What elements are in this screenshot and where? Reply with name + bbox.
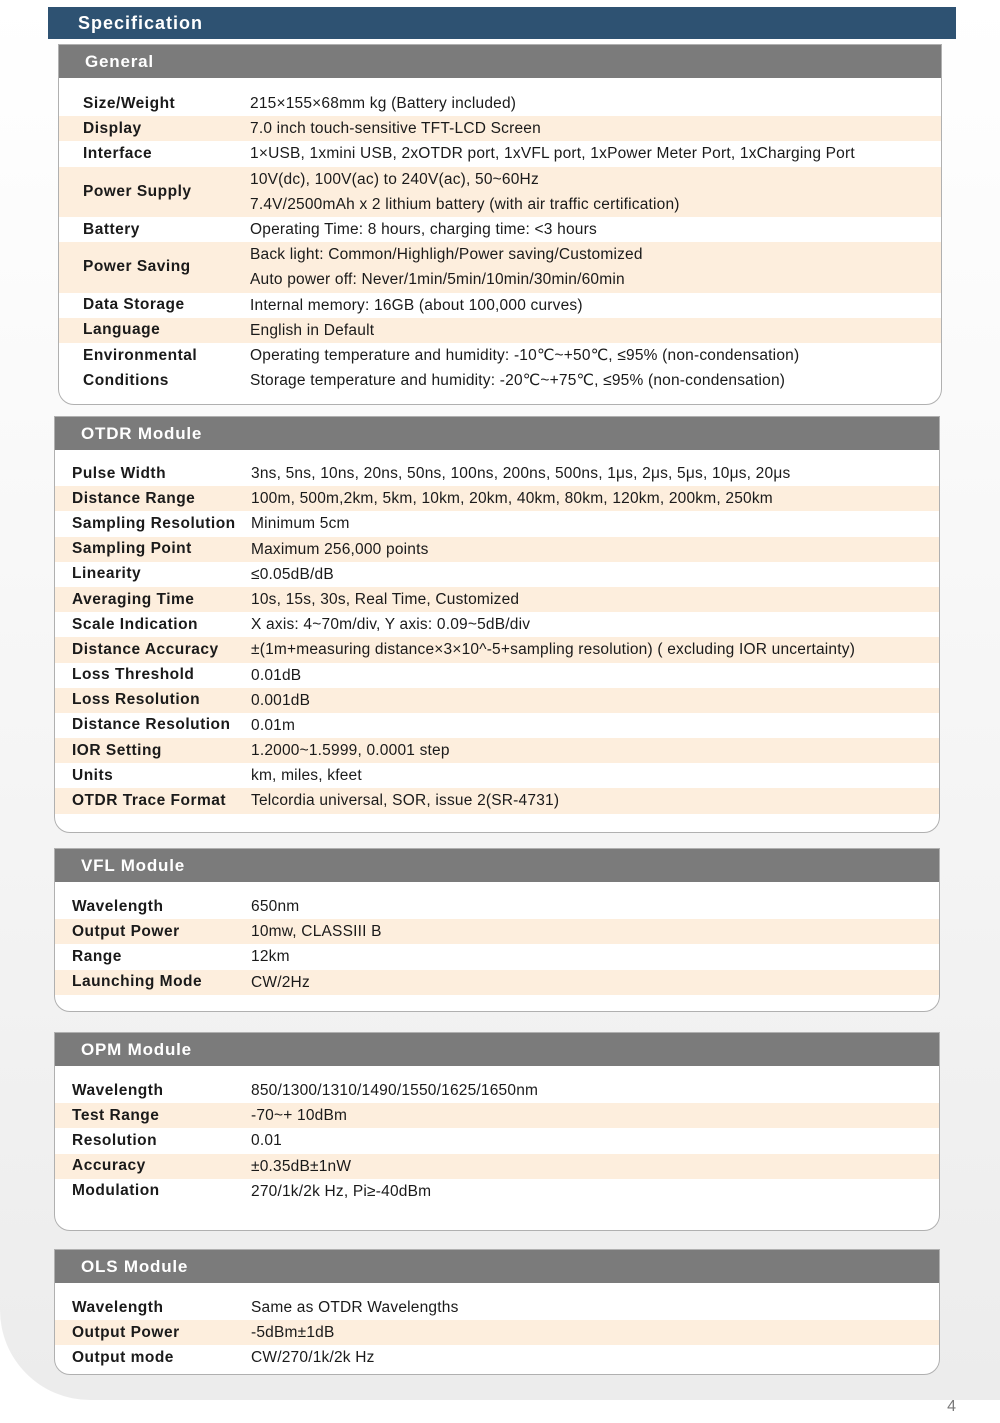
spec-row-power-supply — [59, 167, 941, 217]
spec-value-line: -70~+ 10dBm — [251, 1107, 348, 1125]
spec-label: Size/Weight — [83, 94, 176, 112]
spec-label: Pulse Width — [72, 464, 167, 482]
spec-value — [251, 970, 310, 995]
spec-value-line: km, miles, kfeet — [251, 767, 362, 785]
spec-value-line: Minimum 5cm — [251, 515, 350, 533]
spec-value-line: Auto power off: Never/1min/5min/10min/30min/60min — [250, 271, 625, 289]
spec-value-line: 7.4V/2500mAh x 2 lithium battery (with air traffic certification) — [250, 195, 680, 213]
spec-value-line: 1.2000~1.5999, 0.0001 step — [251, 742, 450, 760]
spec-row-distance-resolution — [55, 713, 939, 738]
spec-value — [251, 1320, 335, 1345]
spec-value — [251, 637, 855, 662]
page-title: Specification — [48, 7, 956, 39]
spec-row-size-weight — [59, 91, 941, 116]
spec-row-linearity — [55, 562, 939, 587]
spec-row-launching-mode — [55, 970, 939, 995]
spec-label: Conditions — [83, 371, 169, 389]
spec-row-data-storage — [59, 293, 941, 318]
spec-row-interface — [59, 141, 941, 166]
spec-row-power-saving — [59, 242, 941, 292]
spec-table — [55, 1078, 939, 1204]
spec-row-wavelength — [55, 1078, 939, 1103]
spec-label: Launching Mode — [72, 973, 203, 991]
spec-value-line: Operating temperature and humidity: -10℃~+50℃, ≤95% (non-condensation) — [250, 346, 800, 364]
spec-value — [251, 1103, 347, 1128]
spec-row-loss-threshold — [55, 663, 939, 688]
spec-value — [250, 167, 680, 217]
spec-value-line: 0.001dB — [251, 691, 311, 709]
spec-value — [251, 1078, 538, 1103]
spec-label: IOR Setting — [72, 741, 162, 759]
spec-value-line: 270/1k/2k Hz, Pi≥-40dBm — [251, 1182, 432, 1200]
spec-row-otdr-trace-format — [55, 788, 939, 813]
spec-row-battery — [59, 217, 941, 242]
spec-value — [250, 141, 855, 166]
section-header: OTDR Module — [55, 417, 939, 450]
spec-value-line: Telcordia universal, SOR, issue 2(SR-4731) — [251, 792, 560, 810]
spec-label: Wavelength — [72, 1081, 164, 1099]
spec-value — [251, 511, 350, 536]
spec-row-wavelength — [55, 894, 939, 919]
spec-value — [251, 713, 295, 738]
spec-value-line: Same as OTDR Wavelengths — [251, 1299, 459, 1316]
section-header: VFL Module — [55, 849, 939, 882]
spec-value — [250, 318, 374, 343]
spec-label: Output Power — [72, 922, 180, 940]
section-general — [58, 44, 942, 405]
spec-value-line: 850/1300/1310/1490/1550/1625/1650nm — [251, 1082, 539, 1099]
spec-label: Output mode — [72, 1348, 174, 1366]
spec-value-line: ±0.35dB±1nW — [251, 1157, 352, 1175]
spec-value-line: 1×USB, 1xmini USB, 2xOTDR port, 1xVFL port, 1xPower Meter Port, 1xCharging Port — [250, 145, 855, 163]
spec-row-averaging-time — [55, 587, 939, 612]
spec-label: Modulation — [72, 1182, 160, 1200]
spec-row-ior-setting — [55, 738, 939, 763]
section-header: OPM Module — [55, 1033, 939, 1066]
spec-label: Resolution — [72, 1131, 158, 1149]
spec-row-distance-accuracy — [55, 637, 939, 662]
spec-value — [251, 562, 334, 587]
spec-row-display — [59, 116, 941, 141]
spec-label: Distance Resolution — [72, 716, 231, 734]
spec-value — [251, 1295, 459, 1320]
spec-value-line: 3ns, 5ns, 10ns, 20ns, 50ns, 100ns, 200ns, 500ns, 1μs, 2μs, 5μs, 10μs, 20μs — [251, 465, 791, 482]
spec-label: Sampling Point — [72, 540, 192, 558]
spec-row-language — [59, 318, 941, 343]
spec-label: Output Power — [72, 1323, 180, 1341]
spec-value-line: 0.01 — [251, 1132, 282, 1150]
spec-value — [250, 116, 541, 141]
spec-row-output-power — [55, 919, 939, 944]
spec-label: Battery — [83, 220, 140, 238]
spec-label: Loss Resolution — [72, 691, 201, 709]
spec-label: Interface — [83, 144, 153, 162]
spec-label: Loss Threshold — [72, 666, 195, 684]
spec-table — [59, 91, 941, 393]
spec-value-line: 7.0 inch touch-sensitive TFT-LCD Screen — [250, 120, 541, 138]
spec-label: Accuracy — [72, 1157, 146, 1175]
spec-value — [251, 1345, 375, 1370]
spec-label: Language — [83, 321, 161, 339]
spec-value-line: 0.01m — [251, 716, 296, 734]
spec-value — [251, 788, 559, 813]
spec-row-modulation — [55, 1179, 939, 1204]
spec-value-line: -5dBm±1dB — [251, 1324, 335, 1342]
page-number: 4 — [947, 1398, 956, 1415]
spec-row-units — [55, 763, 939, 788]
spec-label: Wavelength — [72, 897, 164, 915]
spec-label: Scale Indication — [72, 615, 199, 633]
spec-label: Distance Accuracy — [72, 640, 219, 658]
section-header: General — [59, 45, 941, 78]
spec-row-output-mode — [55, 1345, 939, 1370]
spec-table — [55, 894, 939, 995]
spec-row-pulse-width — [55, 461, 939, 486]
spec-label: Power Saving — [83, 258, 191, 276]
spec-row-sampling-point — [55, 537, 939, 562]
spec-value — [251, 537, 429, 562]
spec-row-scale-indication — [55, 612, 939, 637]
spec-value — [251, 763, 362, 788]
section-ols-module — [54, 1249, 940, 1375]
spec-table — [55, 1295, 939, 1371]
spec-row-environmental — [59, 343, 941, 368]
spec-value — [251, 919, 382, 944]
spec-value — [251, 1128, 282, 1153]
spec-value-line: CW/270/1k/2k Hz — [251, 1349, 375, 1367]
spec-value — [251, 587, 519, 612]
spec-value — [251, 612, 530, 637]
spec-value-line: X axis: 4~70m/div, Y axis: 0.09~5dB/div — [251, 616, 531, 634]
spec-value — [250, 343, 799, 368]
spec-value-line: 10s, 15s, 30s, Real Time, Customized — [251, 590, 520, 608]
spec-value-line: Back light: Common/Highligh/Power saving/Customized — [250, 246, 643, 264]
spec-row-conditions — [59, 368, 941, 393]
spec-label: Range — [72, 947, 122, 965]
spec-value-line: ±(1m+measuring distance×3×10^-5+sampling resolution) ( excluding IOR uncertainty) — [251, 641, 856, 659]
spec-label: Wavelength — [72, 1298, 164, 1316]
spec-label: Averaging Time — [72, 590, 195, 608]
spec-value — [250, 368, 785, 393]
spec-label: OTDR Trace Format — [72, 792, 227, 810]
spec-row-loss-resolution — [55, 688, 939, 713]
spec-row-distance-range — [55, 486, 939, 511]
spec-value-line: 215×155×68mm kg (Battery included) — [250, 95, 517, 112]
spec-value-line: Maximum 256,000 points — [251, 540, 429, 558]
spec-label: Environmental — [83, 346, 198, 364]
spec-row-accuracy — [55, 1154, 939, 1179]
spec-value — [250, 217, 597, 242]
spec-value-line: Internal memory: 16GB (about 100,000 curves) — [250, 296, 583, 314]
spec-value — [251, 944, 290, 969]
spec-label: Linearity — [72, 565, 142, 583]
spec-label: Display — [83, 119, 142, 137]
spec-value-line: 0.01dB — [251, 666, 302, 684]
spec-value — [251, 738, 450, 763]
spec-value — [251, 486, 773, 511]
spec-label: Units — [72, 766, 114, 784]
spec-value-line: Storage temperature and humidity: -20℃~+75℃, ≤95% (non-condensation) — [250, 372, 786, 390]
spec-value — [251, 461, 790, 486]
spec-row-test-range — [55, 1103, 939, 1128]
section-vfl-module — [54, 848, 940, 1012]
spec-value — [250, 242, 643, 292]
spec-label: Power Supply — [83, 182, 192, 200]
spec-table — [55, 461, 939, 814]
spec-row-resolution — [55, 1128, 939, 1153]
spec-value — [251, 1154, 351, 1179]
spec-row-wavelength — [55, 1295, 939, 1320]
spec-label: Test Range — [72, 1106, 160, 1124]
spec-row-sampling-resolution — [55, 511, 939, 536]
spec-row-range — [55, 944, 939, 969]
spec-value — [251, 894, 299, 919]
spec-label: Sampling Resolution — [72, 514, 236, 532]
spec-value-line: English in Default — [250, 321, 375, 339]
spec-value-line: 650nm — [251, 898, 300, 915]
spec-value-line: 100m, 500m,2km, 5km, 10km, 20km, 40km, 80km, 120km, 200km, 250km — [251, 490, 773, 508]
spec-value — [251, 1179, 431, 1204]
spec-value — [250, 293, 583, 318]
spec-value — [250, 91, 516, 116]
section-otdr-module — [54, 416, 940, 833]
spec-label: Distance Range — [72, 489, 196, 507]
section-header: OLS Module — [55, 1250, 939, 1283]
spec-value — [251, 688, 310, 713]
spec-value — [251, 663, 301, 688]
spec-value-line: 10mw, CLASSIII B — [251, 923, 382, 941]
section-opm-module — [54, 1032, 940, 1231]
spec-value-line: 12km — [251, 948, 290, 966]
spec-value-line: CW/2Hz — [251, 973, 310, 991]
spec-row-output-power — [55, 1320, 939, 1345]
spec-value-line: 10V(dc), 100V(ac) to 240V(ac), 50~60Hz — [250, 170, 539, 188]
spec-label: Data Storage — [83, 296, 185, 314]
spec-value-line: Operating Time: 8 hours, charging time: <3 hours — [250, 220, 597, 238]
spec-value-line: ≤0.05dB/dB — [251, 565, 334, 583]
